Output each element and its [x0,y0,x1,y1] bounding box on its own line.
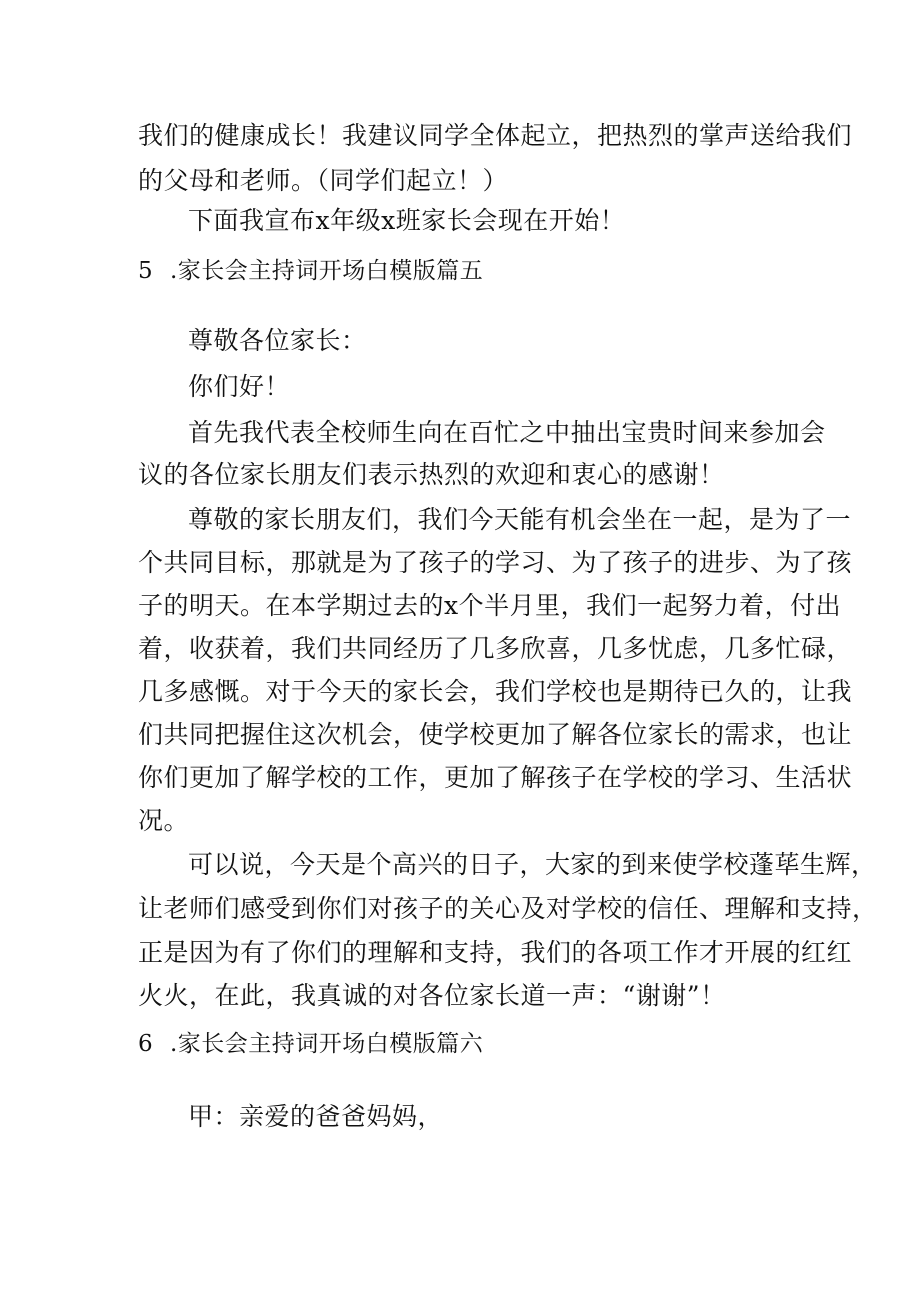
paragraph-line: 个共同目标，那就是为了孩子的学习、为了孩子的进步、为了孩 [138,548,853,577]
paragraph-line: 的父母和老师。（同学们起立！） [138,166,509,195]
section-heading-6 [138,1021,798,1067]
paragraph-line: 首先我代表全校师生向在百忙之中抽出宝贵时间来参加会 [188,418,826,447]
section-title: .家长会主持词开场白模版篇五 [170,258,484,284]
salutation: 尊敬各位家长： [188,326,367,355]
section-heading-5 [138,248,798,294]
dialogue-line: 甲：亲爱的爸爸妈妈， [188,1102,444,1131]
paragraph-line: 你们更加了解学校的工作，更加了解孩子在学校的学习、生活状 [138,763,853,792]
paragraph-line: 可以说，今天是个高兴的日子，大家的到来使学校蓬荜生辉， [188,850,877,879]
section-number: 6 [138,1031,154,1057]
greeting: 你们好！ [188,372,291,401]
paragraph-line: 几多感慨。对于今天的家长会，我们学校也是期待已久的，让我 [138,677,853,706]
paragraph-line: 议的各位家长朋友们表示热烈的欢迎和衷心的感谢！ [138,460,725,489]
paragraph-line: 下面我宣布x年级x班家长会现在开始！ [188,206,626,235]
paragraph-line: 火火，在此，我真诚的对各位家长道一声：“谢谢”！ [138,981,726,1010]
paragraph-line: 尊敬的家长朋友们，我们今天能有机会坐在一起，是为了一 [188,505,852,534]
paragraph-line: 况。 [138,806,190,835]
paragraph-line: 子的明天。在本学期过去的x个半月里，我们一起努力着，付出 [138,591,842,620]
paragraph-line: 我们的健康成长！我建议同学全体起立，把热烈的掌声送给我们 [138,121,853,150]
section-number: 5 [138,258,154,284]
paragraph-line: 正是因为有了你们的理解和支持，我们的各项工作才开展的红红 [138,938,853,967]
section-title: .家长会主持词开场白模版篇六 [170,1031,484,1057]
paragraph-line: 们共同把握住这次机会，使学校更加了解各位家长的需求，也让 [138,720,853,749]
paragraph-line: 让老师们感受到你们对孩子的关心及对学校的信任、理解和支持， [138,894,878,923]
paragraph-line: 着，收获着，我们共同经历了几多欣喜，几多忧虑，几多忙碌， [138,634,853,663]
